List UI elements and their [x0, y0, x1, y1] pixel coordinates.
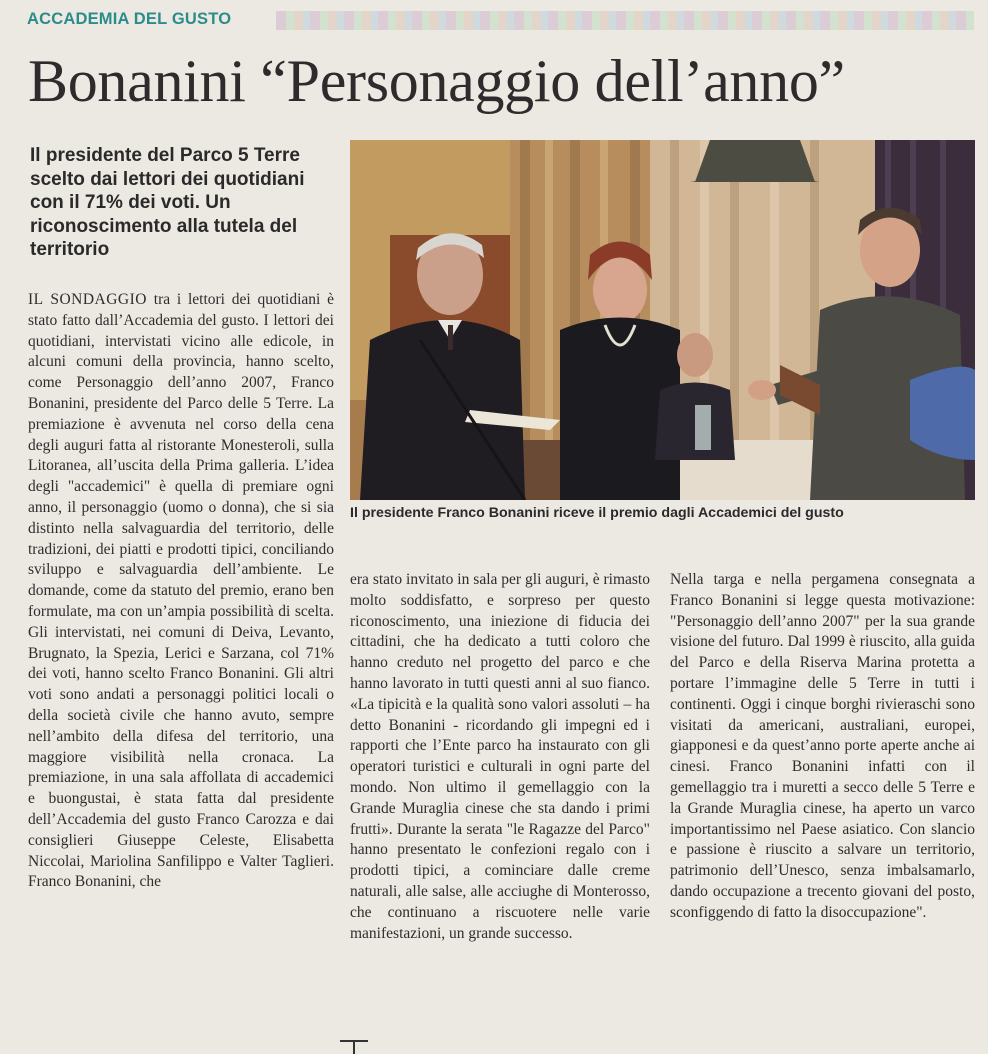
photo-illustration — [350, 140, 975, 500]
deck-subheadline: Il presidente del Parco 5 Terre scelto dai lettori dei quotidiani con il 71% dei voti. Un riconoscimento alla tutela del territorio — [30, 145, 305, 260]
article-column-2 — [350, 570, 650, 944]
photo-caption: Il presidente Franco Bonanini riceve il premio dagli Accademici del gusto — [350, 505, 844, 521]
article-column-1 — [28, 290, 334, 893]
headline: Bonanini “Personaggio dell’anno” — [28, 48, 845, 114]
column-3-text: Nella targa e nella pergamena consegnata a Franco Bonanini si legge questa motivazione: "Personaggio dell’anno 2007" per la sua grande visione del futuro. Dal 1999 è riuscito, alla guida del Parco e della Riserva Marina protetta a portare l’immagine delle 5 Terre in tutti i continenti. Oggi i cinque borghi rivieraschi sono visitati da americani, australiani, europei, giapponesi e da quest’anno porte aperte anche ai cinesi. Franco Bonanini infatti con il gemellaggio tra i muretti a secco delle 5 Terre e la Grande Muraglia cinese, ha aperto un varco importantissimo nel Paese asiatico. Con slancio e passione è riuscito a salvare un territorio, patrimonio dell’Unesco, senza imbalsamarlo, dando occupazione a trecento giovani del posto, sconfiggendo di fatto la disoccupazione". — [670, 571, 975, 921]
section-band — [276, 11, 974, 30]
article-column-3 — [670, 570, 975, 924]
section-label: ACCADEMIA DEL GUSTO — [27, 10, 232, 28]
article-photo — [350, 140, 975, 500]
page-fragment-mark — [340, 1040, 368, 1042]
column-1-text: tra i lettori dei quotidiani è stato fatto dall’Accademia del gusto. I lettori dei quotidiani, intervistati vicino alle edicole, in alcuni comuni della provincia, hanno scelto, come Personaggio dell’anno 2007, Franco Bonanini, presidente del Parco delle 5 Terre. La premiazione è avvenuta nel corso della cena degli auguri fatta al ristorante Monesteroli, sulla Litoranea, all’uscita della Prima galleria. L’idea degli "accademici" è quella di premiare ogni anno, il personaggio (uomo o donna), che si sia distinto nella salvaguardia del territorio, delle tradizioni, dei piatti e prodotti tipici, conciliando sviluppo e salvaguardia dell’ambiente. Le domande, come da statuto del premio, erano ben formulate, ma con un’ampia possibilità di scelta. Gli intervistati, nei comuni di Deiva, Levanto, Brugnato, la Spezia, Lerici e Sarzana, col 71% dei voti, hanno scelto Franco Bonanini. Gli altri voti sono andati a personaggi politici locali o della società civile che hanno avuto, sempre nell’ambito della difesa del territorio, una maggiore visibilità nella cronaca. La premiazione, in una sala affollata di accademici e buongustai, è stata fatta dal presidente dell’Accademia del gusto Franco Carozza e dai consiglieri Giuseppe Celeste, Elisabetta Niccolai, Mariolina Sanfilippo e Valter Taglieri. Franco Bonanini, che — [28, 291, 335, 891]
column-2-text: era stato invitato in sala per gli auguri, è rimasto molto soddisfatto, e sorpreso per questo riconoscimento, una iniezione di fiducia dei cittadini, che ha dedicato a tutti coloro che hanno creduto nel progetto del parco e che hanno lavorato in tutti questi anni al suo fianco. «La tipicità e la qualità sono valori assoluti – ha detto Bonanini - ricordando gli impegni ed i rapporti che l’Ente parco ha instaurato con gli operatori turistici e culturali in ogni parte del mondo. Non ultimo il gemellaggio con la Grande Muraglia cinese che sta dando i primi frutti». Durante la serata "le Ragazze del Parco" hanno presentato le confezioni regalo con i prodotti tipici, a cominciare dalle creme naturali, alle salse, alle acciughe di Monterosso, che continuano a riscuotere nelle varie manifestazioni, un grande successo. — [350, 571, 650, 942]
article-kicker: IL SONDAGGIO — [28, 291, 147, 308]
